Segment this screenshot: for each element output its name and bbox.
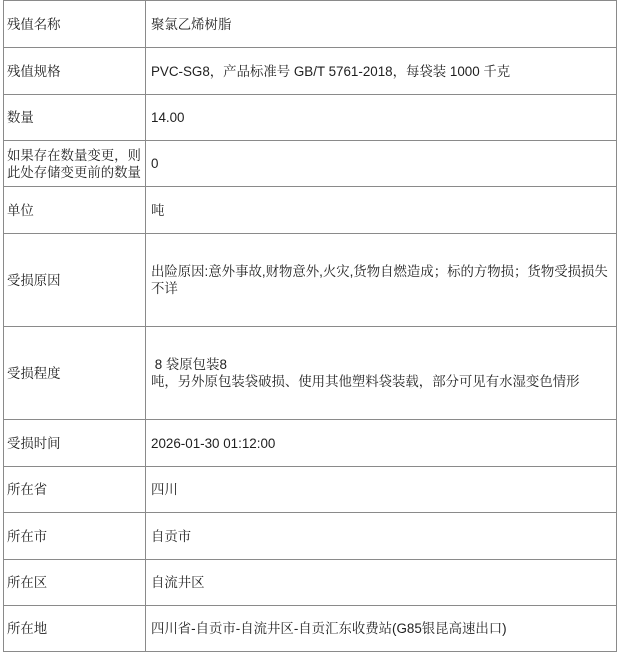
label-damage-degree xyxy=(4,327,146,419)
value-city xyxy=(146,513,616,559)
value-text: 出险原因:意外事故,财物意外,火灾,货物自燃造成；标的方物损；货物受损损失不详 xyxy=(151,264,608,296)
row-previous-quantity xyxy=(4,141,616,187)
label-text: 所在市 xyxy=(7,528,48,544)
label-text: 受损原因 xyxy=(7,272,61,288)
row-province xyxy=(4,467,616,513)
value-text: 吨 xyxy=(151,202,165,218)
label-unit xyxy=(4,187,146,233)
value-text: 聚氯乙烯树脂 xyxy=(151,16,232,32)
value-text: PVC-SG8，产品标准号 GB/T 5761-2018，每袋装 1000 千克 xyxy=(151,63,511,79)
row-residual-spec xyxy=(4,48,616,95)
value-text: 2026-01-30 01:12:00 xyxy=(151,435,276,451)
label-text: 如果存在数量变更，则此处存储变更前的数量 xyxy=(7,147,141,180)
label-text: 受损程度 xyxy=(7,365,61,381)
value-text: 8 袋原包装8 吨，另外原包装袋破损、使用其他塑料袋装载，部分可见有水湿变色情形 xyxy=(151,357,580,389)
label-text: 残值名称 xyxy=(7,16,61,32)
value-quantity xyxy=(146,95,616,140)
row-city xyxy=(4,513,616,560)
label-previous-quantity xyxy=(4,141,146,186)
row-quantity xyxy=(4,95,616,141)
label-text: 所在省 xyxy=(7,482,48,497)
label-text: 残值规格 xyxy=(7,63,61,79)
value-damage-degree xyxy=(146,327,616,419)
value-location xyxy=(146,606,616,651)
value-text: 四川 xyxy=(151,482,178,497)
value-residual-spec xyxy=(146,48,616,94)
label-location xyxy=(4,606,146,651)
value-text: 自流井区 xyxy=(151,575,205,590)
label-quantity xyxy=(4,95,146,140)
label-damage-time xyxy=(4,420,146,466)
label-district xyxy=(4,560,146,605)
row-damage-time xyxy=(4,420,616,467)
label-text: 所在地 xyxy=(7,621,48,636)
row-damage-cause xyxy=(4,234,616,327)
label-residual-name xyxy=(4,1,146,47)
row-district xyxy=(4,560,616,606)
label-text: 受损时间 xyxy=(7,435,61,451)
label-province xyxy=(4,467,146,512)
row-location xyxy=(4,606,616,652)
label-text: 所在区 xyxy=(7,575,48,590)
value-damage-time xyxy=(146,420,616,466)
value-text: 自贡市 xyxy=(151,528,192,544)
row-residual-name xyxy=(4,1,616,48)
value-damage-cause xyxy=(146,234,616,326)
value-unit xyxy=(146,187,616,233)
residual-info-table xyxy=(3,0,617,652)
value-text: 四川省-自贡市-自流井区-自贡汇东收费站(G85银昆高速出口) xyxy=(151,621,507,636)
label-text: 单位 xyxy=(7,202,34,218)
value-text: 0 xyxy=(151,156,159,171)
value-district xyxy=(146,560,616,605)
label-text: 数量 xyxy=(7,110,34,125)
label-damage-cause xyxy=(4,234,146,326)
value-residual-name xyxy=(146,1,616,47)
label-city xyxy=(4,513,146,559)
row-damage-degree xyxy=(4,327,616,420)
label-residual-spec xyxy=(4,48,146,94)
value-province xyxy=(146,467,616,512)
row-unit xyxy=(4,187,616,234)
value-text: 14.00 xyxy=(151,110,185,125)
value-previous-quantity xyxy=(146,141,616,186)
